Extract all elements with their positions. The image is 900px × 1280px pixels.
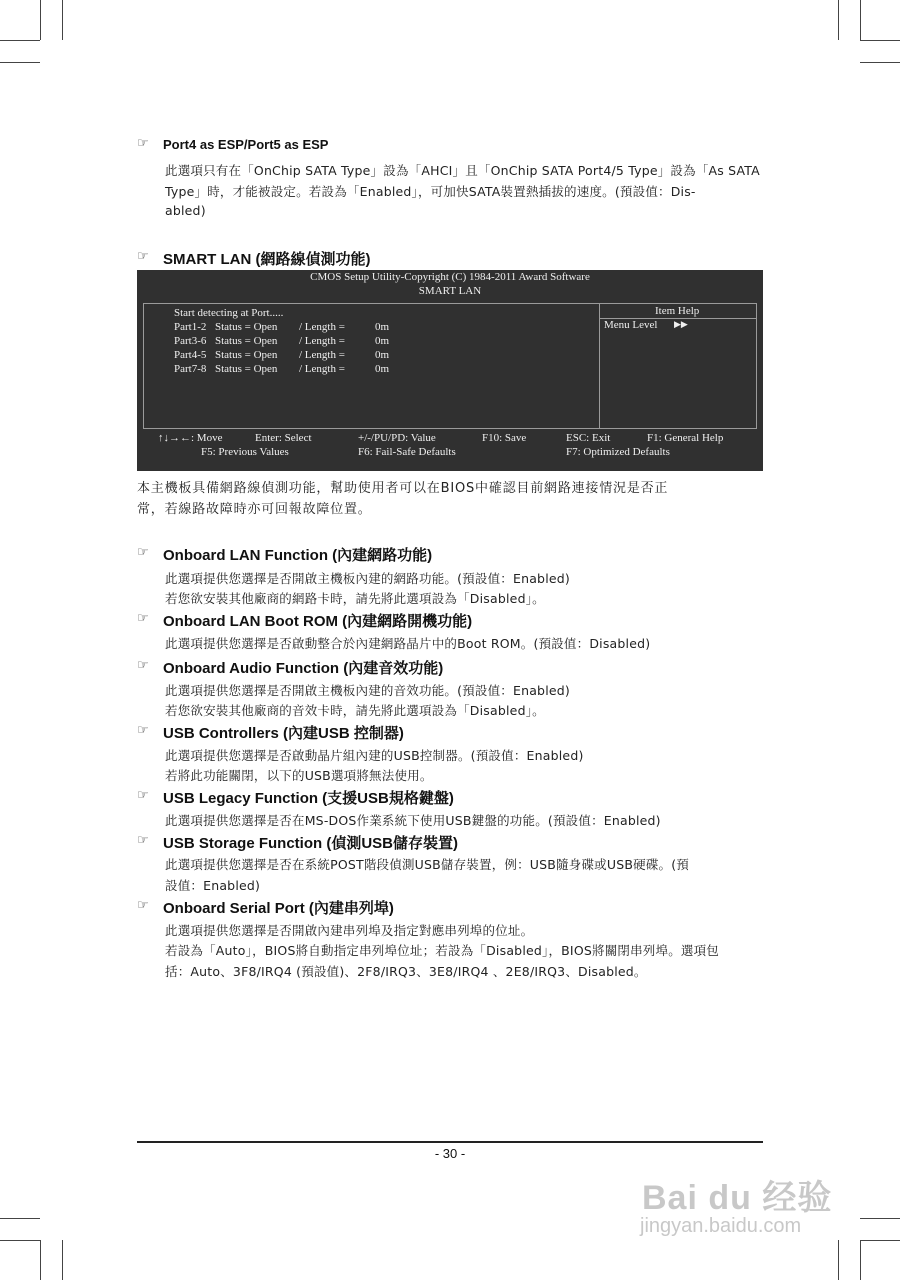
section-body-line: 若將此功能關閉，以下的USB選項將無法使用。 xyxy=(165,768,433,783)
port-length-value: 0m xyxy=(375,321,390,333)
crop-mark xyxy=(838,1240,839,1280)
port-status: Status = Open xyxy=(215,349,278,361)
section-title-usb-storage: USB Storage Function (偵測USB儲存裝置) xyxy=(163,835,458,852)
section-title-smart-lan: SMART LAN (網路線偵測功能) xyxy=(163,251,371,268)
crop-mark xyxy=(0,62,40,63)
smart-lan-desc: 本主機板具備網路線偵測功能，幫助使用者可以在BIOS中確認目前網路連接情況是否正 xyxy=(137,481,669,496)
page-number: - 30 - xyxy=(434,1146,466,1161)
bios-port-row xyxy=(144,349,594,363)
footer-rule xyxy=(137,1141,763,1143)
pointing-hand-icon: ☞ xyxy=(137,833,149,848)
bios-divider xyxy=(599,304,600,428)
smart-lan-desc: 常，若線路故障時亦可回報故障位置。 xyxy=(137,502,372,517)
crop-mark xyxy=(0,40,40,41)
crop-mark xyxy=(62,1240,63,1280)
port-length-value: 0m xyxy=(375,335,390,347)
watermark-brand: Bai du 经验 xyxy=(642,1179,833,1217)
crop-mark xyxy=(40,0,41,40)
section-title-serial-port: Onboard Serial Port (內建串列埠) xyxy=(163,900,394,917)
port-name: Part3-6 xyxy=(174,335,207,347)
pointing-hand-icon: ☞ xyxy=(137,723,149,738)
pointing-hand-icon: ☞ xyxy=(137,545,149,560)
menu-level-label: Menu Level xyxy=(604,319,658,331)
bios-key-f6: F6: Fail-Safe Defaults xyxy=(358,446,456,458)
section-body-line: 此選項提供您選擇是否在系統POST階段偵測USB儲存裝置，例：USB隨身碟或USB硬碟。(預 xyxy=(165,857,690,872)
pointing-hand-icon: ☞ xyxy=(137,658,149,673)
bios-key-f7: F7: Optimized Defaults xyxy=(566,446,670,458)
section-body-line: 此選項只有在「OnChip SATA Type」設為「AHCI」且「OnChip SATA Port4/5 Type」設為「As SATA xyxy=(165,163,760,178)
section-title-lan-boot-rom: Onboard LAN Boot ROM (內建網路開機功能) xyxy=(163,613,473,630)
bios-main-panel xyxy=(143,303,757,429)
section-title-lan-function: Onboard LAN Function (內建網路功能) xyxy=(163,547,433,564)
section-body-line: 此選項提供您選擇是否開啟主機板內建的音效功能。(預設值：Enabled) xyxy=(165,683,570,698)
crop-mark xyxy=(860,62,900,63)
bios-screen xyxy=(137,270,763,471)
bios-key-esc: ESC: Exit xyxy=(566,432,611,444)
section-body-line: abled) xyxy=(165,203,206,218)
pointing-hand-icon: ☞ xyxy=(137,788,149,803)
crop-mark xyxy=(0,1240,40,1241)
section-title-usb-controllers: USB Controllers (內建USB 控制器) xyxy=(163,725,404,742)
bios-key-value: +/-/PU/PD: Value xyxy=(358,432,436,444)
bios-key-enter: Enter: Select xyxy=(255,432,312,444)
port-name: Part4-5 xyxy=(174,349,207,361)
crop-mark xyxy=(860,1240,861,1280)
section-body-line: 若設為「Auto」，BIOS將自動指定串列埠位址；若設為「Disabled」，BIOS將關閉串列埠。選項包 xyxy=(165,943,719,958)
watermark-url: jingyan.baidu.com xyxy=(640,1215,802,1237)
section-body-line: Type」時，才能被設定。若設為「Enabled」，可加快SATA裝置熱插拔的速度。(預設值：Dis- xyxy=(165,184,696,199)
section-body-line: 此選項提供您選擇是否開啟主機板內建的網路功能。(預設值：Enabled) xyxy=(165,571,570,586)
section-body-line: 此選項提供您選擇是否在MS-DOS作業系統下使用USB鍵盤的功能。(預設值：Enabled) xyxy=(165,813,661,828)
menu-level-arrows-icon: ▶▶ xyxy=(674,319,688,329)
section-body-line: 若您欲安裝其他廠商的音效卡時，請先將此選項設為「Disabled」。 xyxy=(165,703,545,718)
item-help-title: Item Help xyxy=(655,305,700,317)
pointing-hand-icon: ☞ xyxy=(137,611,149,626)
crop-mark xyxy=(860,40,900,41)
crop-mark xyxy=(860,1240,900,1241)
port-length-label: / Length = xyxy=(299,349,345,361)
port-name: Part7-8 xyxy=(174,363,207,375)
crop-mark xyxy=(860,0,861,40)
section-body-line: 設值：Enabled) xyxy=(165,878,261,893)
crop-mark xyxy=(838,0,839,40)
section-title-usb-legacy: USB Legacy Function (支援USB規格鍵盤) xyxy=(163,790,454,807)
bios-port-row xyxy=(144,363,594,377)
port-length-label: / Length = xyxy=(299,321,345,333)
bios-detect-text: Start detecting at Port..... xyxy=(174,307,284,319)
section-title-port4: Port4 as ESP/Port5 as ESP xyxy=(163,137,329,152)
bios-key-move: ↑↓→←: Move xyxy=(158,432,223,444)
crop-mark xyxy=(62,0,63,40)
bios-header-title: SMART LAN xyxy=(418,285,482,297)
crop-mark xyxy=(0,1218,40,1219)
section-title-audio-function: Onboard Audio Function (內建音效功能) xyxy=(163,660,444,677)
bios-key-f10: F10: Save xyxy=(482,432,527,444)
port-name: Part1-2 xyxy=(174,321,207,333)
port-length-value: 0m xyxy=(375,349,390,361)
port-length-label: / Length = xyxy=(299,363,345,375)
bios-port-row xyxy=(144,321,594,335)
crop-mark xyxy=(860,1218,900,1219)
bios-key-f1: F1: General Help xyxy=(647,432,724,444)
section-body-line: 此選項提供您選擇是否啟動整合於內建網路晶片中的Boot ROM。(預設值：Disabled) xyxy=(165,636,651,651)
port-status: Status = Open xyxy=(215,335,278,347)
port-status: Status = Open xyxy=(215,321,278,333)
section-body-line: 括：Auto、3F8/IRQ4 (預設值)、2F8/IRQ3、3E8/IRQ4 、2E8/IRQ3、Disabled。 xyxy=(165,964,647,979)
pointing-hand-icon: ☞ xyxy=(137,898,149,913)
pointing-hand-icon: ☞ xyxy=(137,249,149,264)
bios-port-row xyxy=(144,335,594,349)
port-length-label: / Length = xyxy=(299,335,345,347)
section-body-line: 此選項提供您選擇是否開啟內建串列埠及指定對應串列埠的位址。 xyxy=(165,923,534,938)
port-length-value: 0m xyxy=(375,363,390,375)
bios-header-copyright: CMOS Setup Utility-Copyright (C) 1984-2011 Award Software xyxy=(310,271,590,283)
crop-mark xyxy=(40,1240,41,1280)
bios-key-f5: F5: Previous Values xyxy=(201,446,289,458)
section-body-line: 此選項提供您選擇是否啟動晶片組內建的USB控制器。(預設值：Enabled) xyxy=(165,748,584,763)
pointing-hand-icon: ☞ xyxy=(137,136,149,151)
section-body-line: 若您欲安裝其他廠商的網路卡時，請先將此選項設為「Disabled」。 xyxy=(165,591,545,606)
port-status: Status = Open xyxy=(215,363,278,375)
